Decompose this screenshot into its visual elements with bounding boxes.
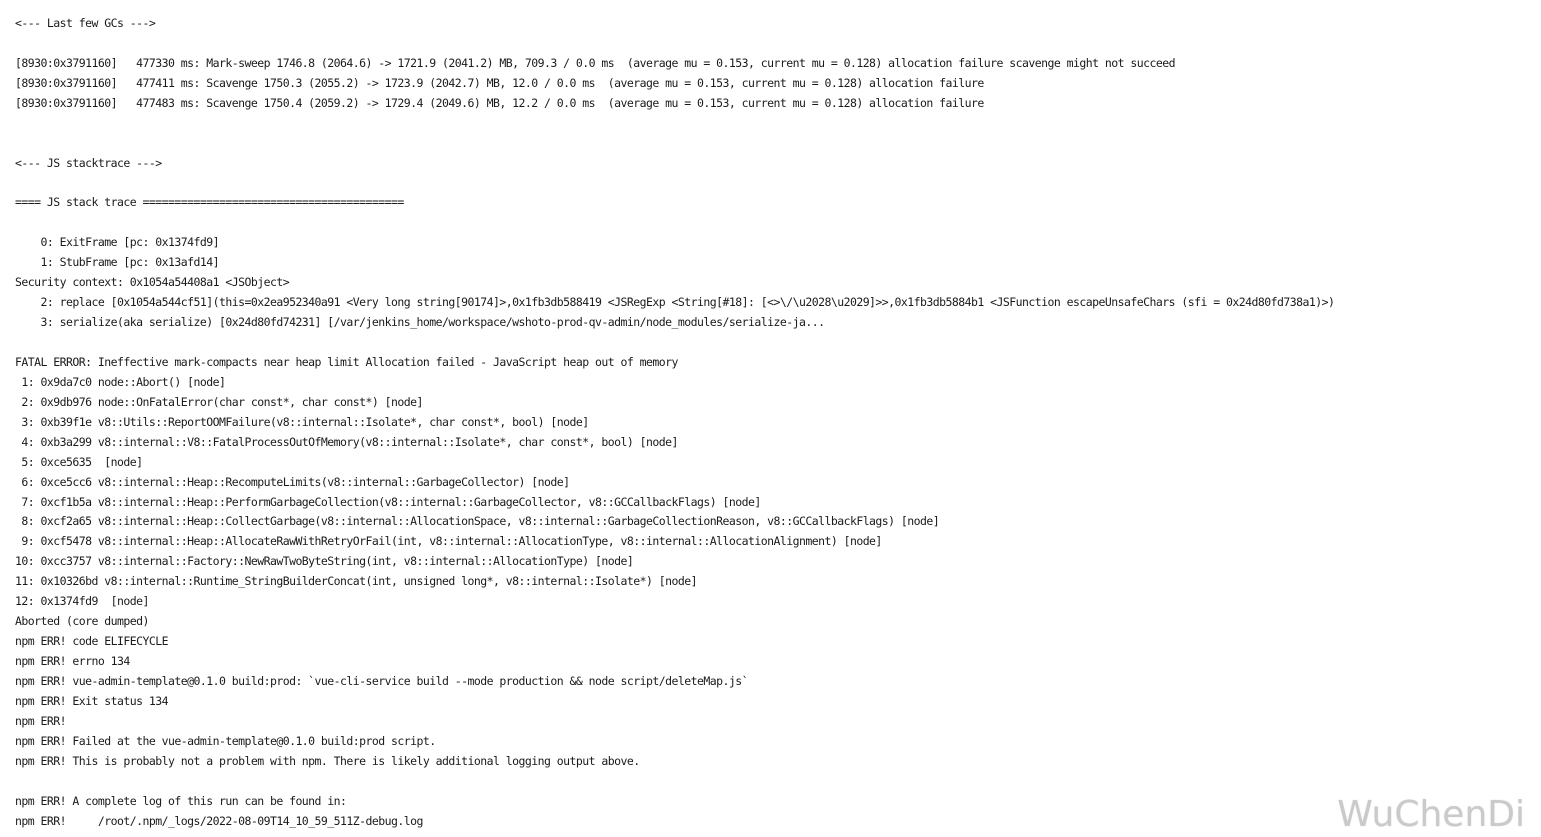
- console-line: ==== JS stack trace =========================================: [15, 195, 404, 210]
- console-line: npm ERR! A complete log of this run can be found in:: [15, 793, 347, 808]
- console-line: 0: ExitFrame [pc: 0x1374fd9]: [15, 235, 219, 250]
- console-line: 3: serialize(aka serialize) [0x24d80fd74231] [/var/jenkins_home/workspace/wshoto-prod-qv-admin/node_modules/serialize-ja...: [15, 315, 825, 330]
- console-line: 6: 0xce5cc6 v8::internal::Heap::RecomputeLimits(v8::internal::GarbageCollector) [node]: [15, 474, 570, 489]
- console-line: Security context: 0x1054a54408a1 <JSObject>: [15, 275, 290, 290]
- console-line: 1: 0x9da7c0 node::Abort() [node]: [15, 374, 226, 389]
- console-line: [8930:0x3791160] 477483 ms: Scavenge 1750.4 (2059.2) -> 1729.4 (2049.6) MB, 12.2 / 0.0 ms (average mu = 0.153, current mu = 0.128) allocation failure: [15, 95, 984, 110]
- console-line: [15, 772, 1541, 792]
- console-line: 5: 0xce5635 [node]: [15, 454, 143, 469]
- console-line: Aborted (core dumped): [15, 614, 149, 629]
- console-line: [8930:0x3791160] 477330 ms: Mark-sweep 1746.8 (2064.6) -> 1721.9 (2041.2) MB, 709.3 / 0.0 ms (average mu = 0.153, current mu = 0.128) allocation failure scavenge might not succeed: [15, 55, 1175, 70]
- console-line: npm ERR! errno 134: [15, 654, 130, 668]
- console-line: npm ERR! code ELIFECYCLE: [15, 634, 168, 649]
- console-line: FATAL ERROR: Ineffective mark-compacts near heap limit Allocation failed - JavaScript heap out of memory: [15, 354, 678, 369]
- console-line: npm ERR! Exit status 134: [15, 693, 168, 708]
- console-line: [15, 333, 1541, 353]
- console-line: [15, 174, 1541, 194]
- console-line: [15, 134, 1541, 154]
- console-line: 2: 0x9db976 node::OnFatalError(char const*, char const*) [node]: [15, 394, 423, 409]
- console-line: [15, 213, 1541, 233]
- console-line: 2: replace [0x1054a544cf51](this=0x2ea952340a91 <Very long string[90174]>,0x1fb3db588419 <JSRegExp <String[#18]: [<>\/\u2028\u2029]>>,0x1fb3db5884b1 <JSFunction escapeUnsafeChars (sfi = 0x24d80fd738a1)>): [15, 295, 1335, 310]
- console-line: [8930:0x3791160] 477411 ms: Scavenge 1750.3 (2055.2) -> 1723.9 (2042.7) MB, 12.0 / 0.0 ms (average mu = 0.153, current mu = 0.128) allocation failure: [15, 75, 984, 90]
- console-line: 1: StubFrame [pc: 0x13afd14]: [15, 255, 219, 270]
- console-line: 12: 0x1374fd9 [node]: [15, 594, 149, 609]
- console-line: npm ERR! This is probably not a problem with npm. There is likely additional logging output above.: [15, 753, 640, 768]
- console-line: 3: 0xb39f1e v8::Utils::ReportOOMFailure(v8::internal::Isolate*, char const*, bool) [node]: [15, 414, 589, 429]
- console-line: [15, 114, 1541, 134]
- watermark-logo: WuChenDi: [1337, 794, 1525, 835]
- console-line: npm ERR! Failed at the vue-admin-template@0.1.0 build:prod script.: [15, 733, 436, 748]
- console-line: [15, 34, 1541, 54]
- console-line: 11: 0x10326bd v8::internal::Runtime_StringBuilderConcat(int, unsigned long*, v8::internal::Isolate*) [node]: [15, 574, 697, 589]
- console-line: <--- Last few GCs --->: [15, 16, 156, 30]
- console-line: <--- JS stacktrace --->: [15, 155, 162, 170]
- console-line: npm ERR! /root/.npm/_logs/2022-08-09T14_10_59_511Z-debug.log: [15, 813, 423, 828]
- console-output: [15, 14, 1541, 831]
- console-line: 9: 0xcf5478 v8::internal::Heap::AllocateRawWithRetryOrFail(int, v8::internal::AllocationType, v8::internal::AllocationAlignment) [node]: [15, 534, 882, 549]
- console-line: 10: 0xcc3757 v8::internal::Factory::NewRawTwoByteString(int, v8::internal::AllocationType) [node]: [15, 554, 634, 569]
- console-line: 8: 0xcf2a65 v8::internal::Heap::CollectGarbage(v8::internal::AllocationSpace, v8::internal::GarbageCollectionReason, v8::GCCallbackFlags) [node]: [15, 514, 940, 529]
- console-line: npm ERR!: [15, 713, 66, 728]
- console-line: 7: 0xcf1b5a v8::internal::Heap::PerformGarbageCollection(v8::internal::GarbageCollector, v8::GCCallbackFlags) [node]: [15, 494, 761, 509]
- console-line: 4: 0xb3a299 v8::internal::V8::FatalProcessOutOfMemory(v8::internal::Isolate*, char const*, bool) [node]: [15, 434, 678, 449]
- console-line: npm ERR! vue-admin-template@0.1.0 build:prod: `vue-cli-service build --mode production && node script/deleteMap.js`: [15, 673, 748, 688]
